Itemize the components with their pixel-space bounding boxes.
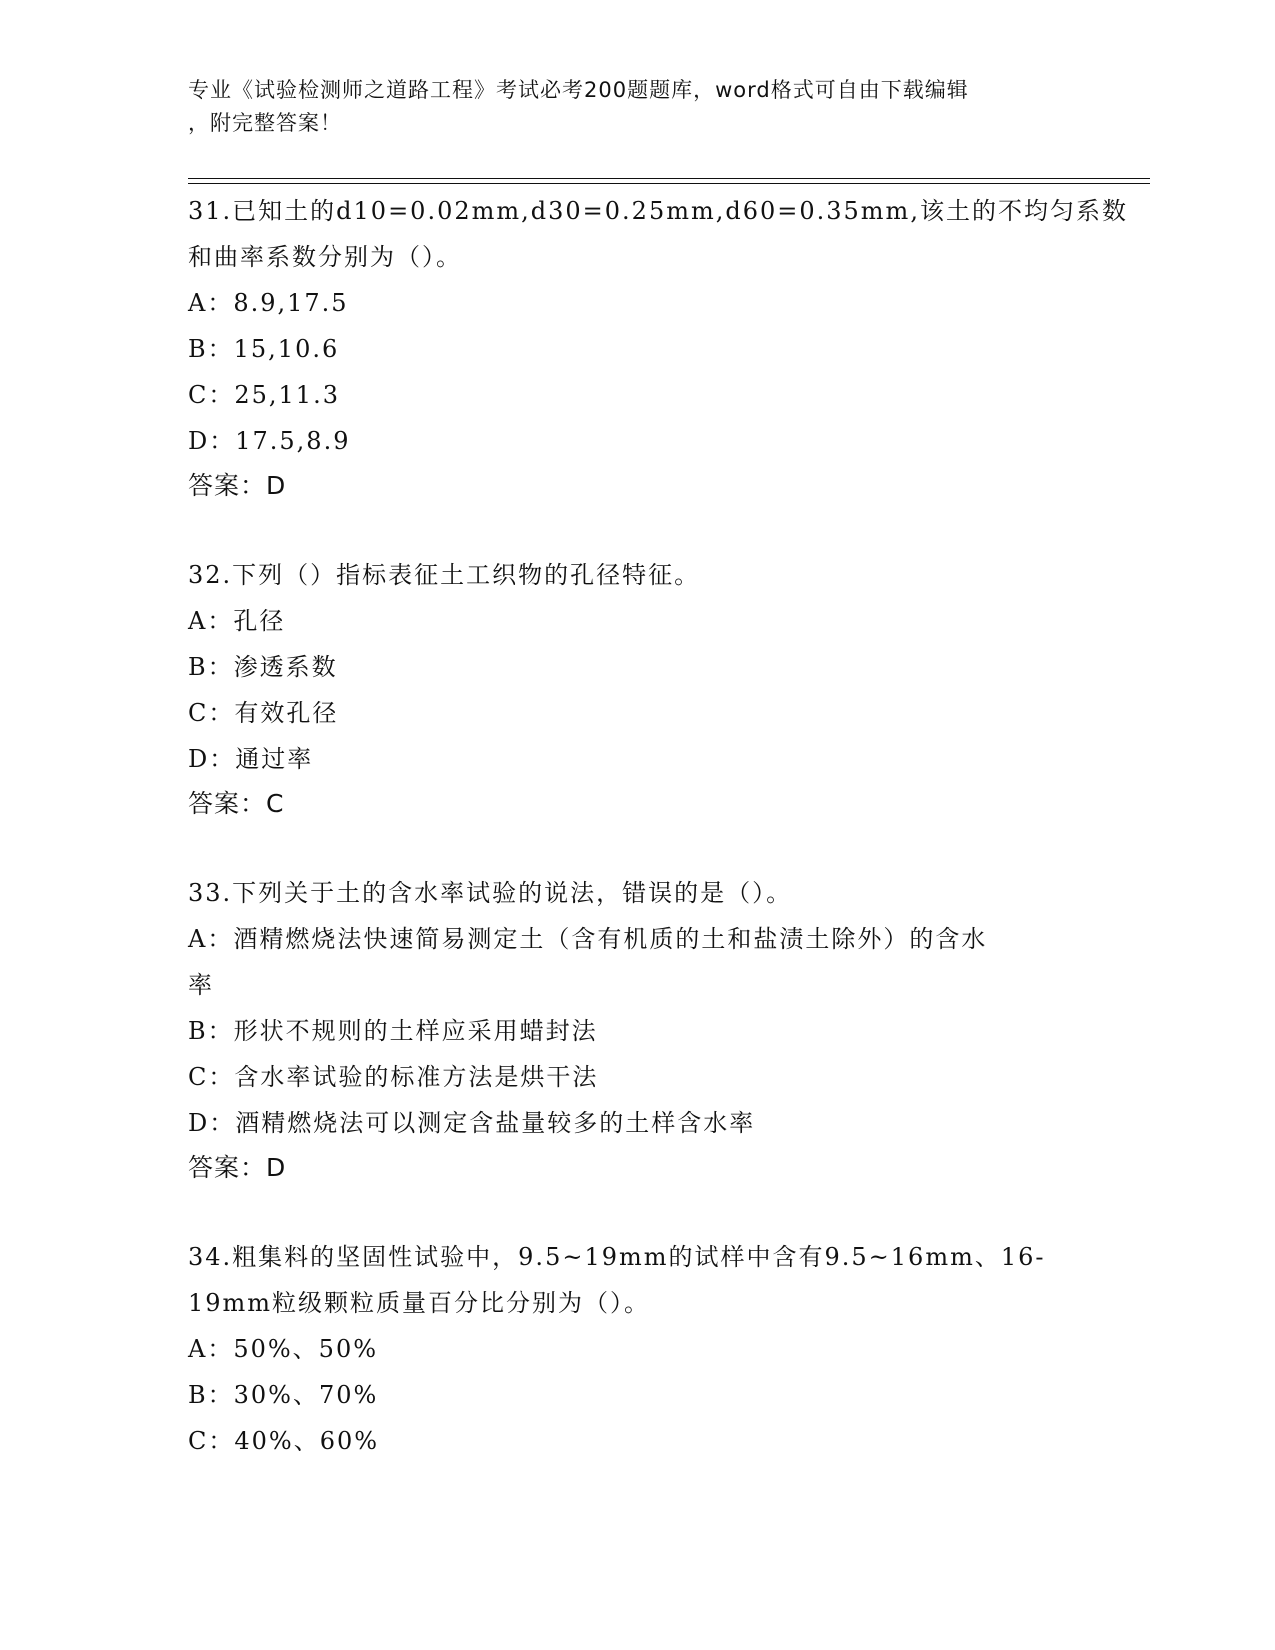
header-line: ，附完整答案！ (188, 111, 342, 135)
option-c: C：40%、60% (188, 1427, 380, 1455)
option-b: B：渗透系数 (188, 653, 338, 681)
option-a-continued: 率 (188, 971, 214, 999)
option-a: A：孔径 (188, 607, 286, 635)
question-spacer (188, 1190, 1088, 1234)
question-stem: 32.下列（）指标表征土工织物的孔径特征。 (188, 561, 701, 589)
question-33 (188, 870, 1088, 1190)
option-a: A：8.9,17.5 (188, 289, 349, 317)
option-b: B：15,10.6 (188, 335, 340, 363)
question-spacer (188, 826, 1088, 870)
answer: 答案：D (188, 1153, 287, 1182)
option-d: D：17.5,8.9 (188, 427, 351, 455)
option-c: C：有效孔径 (188, 699, 339, 727)
question-stem: 31.已知土的d10=0.02mm,d30=0.25mm,d60=0.35mm,该土的不均匀系数 (188, 197, 1128, 225)
option-c: C：含水率试验的标准方法是烘干法 (188, 1063, 599, 1091)
question-32 (188, 552, 1088, 826)
option-b: B：形状不规则的土样应采用蜡封法 (188, 1017, 598, 1045)
option-a: A：酒精燃烧法快速简易测定土（含有机质的土和盐渍土除外）的含水 (188, 925, 988, 953)
header-rule-bottom (188, 183, 1150, 184)
option-d: D：酒精燃烧法可以测定含盐量较多的土样含水率 (188, 1109, 756, 1137)
answer: 答案：C (188, 789, 285, 818)
question-stem: 33.下列关于土的含水率试验的说法，错误的是（）。 (188, 879, 793, 907)
question-list (188, 188, 1128, 1464)
question-stem: 19mm粒级颗粒质量百分比分别为（）。 (188, 1289, 651, 1317)
question-31 (188, 188, 1128, 508)
option-b: B：30%、70% (188, 1381, 379, 1409)
question-stem: 34.粗集料的坚固性试验中，9.5~19mm的试样中含有9.5~16mm、16- (188, 1243, 1046, 1271)
header-rule-top (188, 178, 1150, 179)
option-c: C：25,11.3 (188, 381, 340, 409)
option-a: A：50%、50% (188, 1335, 379, 1363)
answer: 答案：D (188, 471, 287, 500)
option-d: D：通过率 (188, 745, 314, 773)
header-line: 专业《试验检测师之道路工程》考试必考200题题库，word格式可自由下载编辑 (188, 78, 969, 102)
document-header (188, 74, 1068, 140)
question-stem: 和曲率系数分别为（）。 (188, 243, 462, 271)
question-spacer (188, 508, 1088, 552)
question-34 (188, 1234, 1088, 1464)
